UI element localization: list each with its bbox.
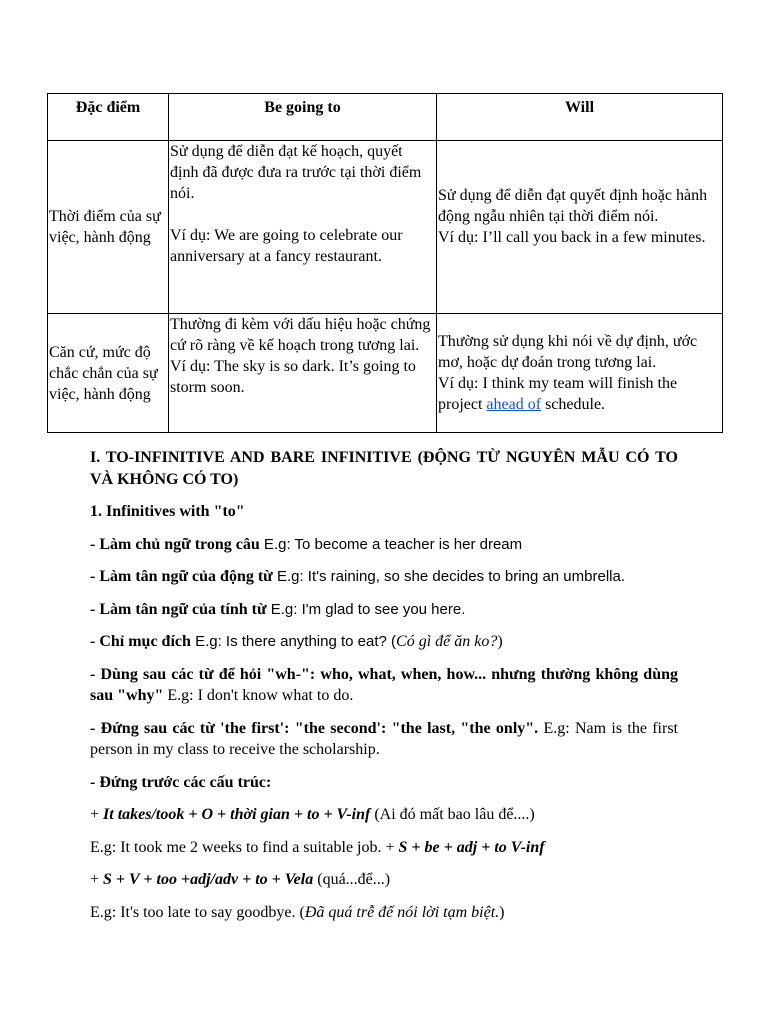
header-will: Will	[437, 94, 723, 141]
section-heading: I. TO-INFINITIVE AND BARE INFINITIVE (ĐỘNG TỪ NGUYÊN MẪU CÓ TO VÀ KHÔNG CÓ TO)	[90, 449, 678, 488]
usage-text: Sử dụng để diễn đạt kế hoạch, quyết định đã được đưa ra trước tại thời điểm nói.	[170, 143, 422, 202]
usage-text: Thường sử dụng khi nói về dự định, ước mơ, hoặc dự đoán trong tương lai.	[438, 333, 698, 371]
example-text-end: schedule.	[541, 396, 606, 413]
list-item: - Dùng sau các từ để hỏi "wh-": who, what, when, how... nhưng thường không dùng sau "why" E.g: I don't know what to do.	[90, 665, 678, 704]
list-item: - Làm tân ngữ của tính từ E.g: I'm glad to see you here.	[90, 600, 466, 618]
row-label: Thời điểm của sự việc, hành động	[48, 141, 169, 314]
header-be-going-to: Be going to	[169, 94, 437, 141]
example-text: Ví dụ: We are going to celebrate our anniversary at a fancy restaurant.	[170, 227, 403, 265]
example-line: E.g: It took me 2 weeks to find a suitable job. + S + be + adj + to V-inf	[90, 838, 545, 856]
table-row	[48, 141, 723, 314]
row-label: Căn cứ, mức độ chắc chắn của sự việc, hành động	[48, 314, 169, 433]
will-cell	[437, 141, 723, 314]
list-item: - Chỉ mục đích E.g: Is there anything to eat? (Có gì để ăn ko?)	[90, 633, 503, 650]
header-characteristic: Đặc điểm	[48, 94, 169, 141]
subheading: 1. Infinitives with "to"	[90, 503, 245, 520]
structure-line: + S + V + too +adj/adv + to + Vela (quá...để...)	[90, 871, 391, 888]
table-header-row	[48, 94, 723, 141]
going-to-cell	[169, 314, 437, 433]
example-text: Ví dụ: The sky is so dark. It’s going to storm soon.	[170, 358, 416, 396]
will-cell	[437, 314, 723, 433]
comparison-table	[47, 93, 723, 433]
document-body	[90, 447, 678, 934]
example-text: Ví dụ: I’ll call you back in a few minutes.	[438, 228, 706, 246]
example-line: E.g: It's too late to say goodbye. (Đã quá trễ để nói lời tạm biệt.)	[90, 903, 505, 921]
ahead-of-link[interactable]: ahead of	[486, 396, 542, 413]
list-item: - Làm tân ngữ của động từ E.g: It's raining, so she decides to bring an umbrella.	[90, 568, 626, 585]
list-item: - Đứng sau các từ 'the first': "the second': "the last, "the only". E.g: Nam is the first person in my class to receive the scholarship.	[90, 719, 678, 758]
structure-line: + It takes/took + O + thời gian + to + V-inf (Ai đó mất bao lâu để....)	[90, 806, 535, 823]
going-to-cell	[169, 141, 437, 314]
table-row	[48, 314, 723, 433]
usage-text: Sử dụng để diễn đạt quyết định hoặc hành động ngẫu nhiên tại thời điểm nói.	[438, 186, 708, 225]
list-item: - Đứng trước các cấu trúc:	[90, 773, 272, 791]
list-item: - Làm chủ ngữ trong câu E.g: To become a teacher is her dream	[90, 535, 523, 553]
example-text-start: Ví dụ: I think my team will finish the project	[438, 375, 678, 413]
usage-text: Thường đi kèm với dấu hiệu hoặc chứng cứ rõ ràng về kế hoạch trong tương lai.	[170, 316, 431, 354]
